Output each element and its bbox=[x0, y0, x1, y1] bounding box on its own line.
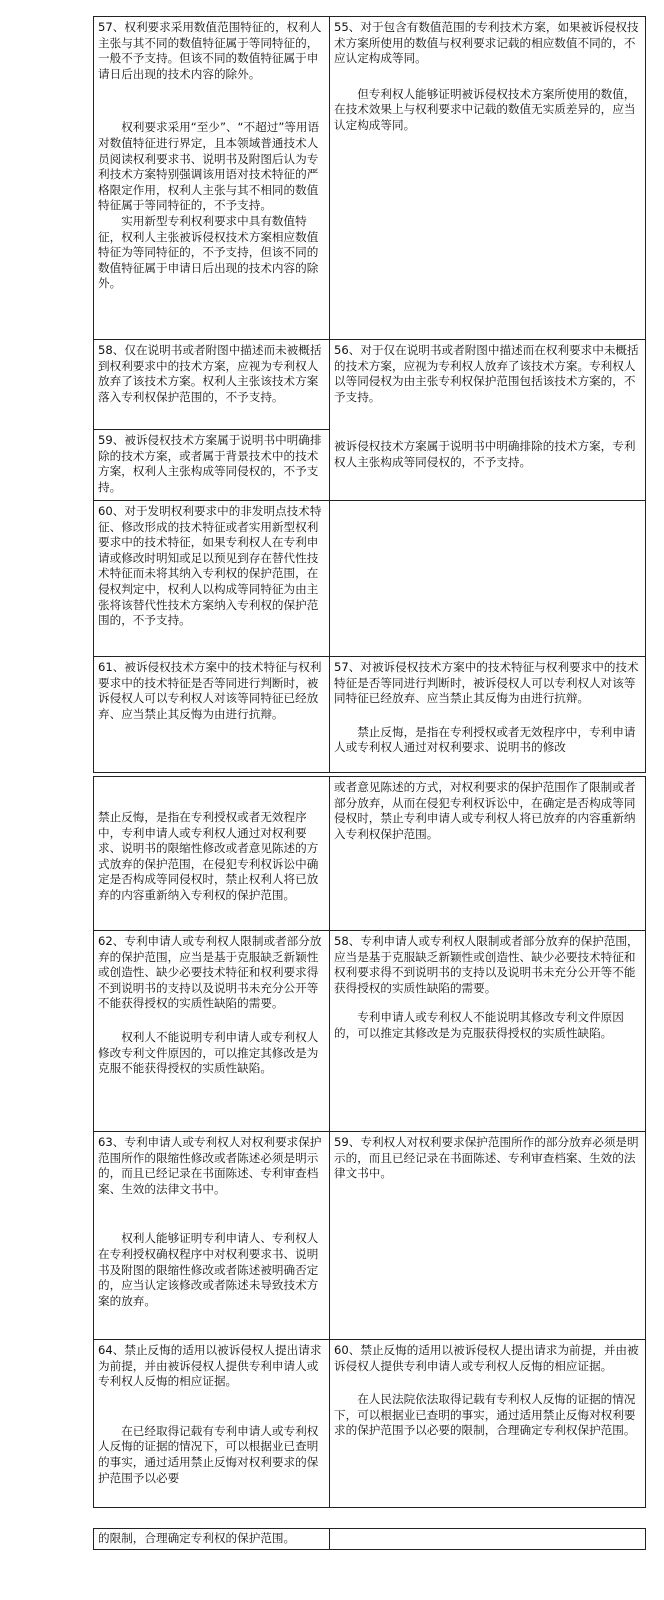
table-cell-left: 64、禁止反悔的适用以被诉侵权人提出请求为前提，并由被诉侵权人提供专利申请人或专利权人反悔的相应证据。 在已经取得记载有专利申请人或专利权人反悔的证据的情况下，可以根据业已查明的事实，通过适用禁止反悔对权利要求的保护范围予以必要 bbox=[94, 1340, 330, 1508]
table-row bbox=[94, 1529, 646, 1550]
table-cell-left: 61、被诉侵权技术方案中的技术特征与权利要求中的技术特征是否等同进行判断时，被诉侵权人可以专利权人对该等同特征已经放弃、应当禁止其反悔为由进行抗辩。 bbox=[94, 657, 330, 773]
table-cell-left: 62、专利申请人或专利权人限制或者部分放弃的保护范围，应当是基于克服缺乏新颖性或创造性、缺少必要技术特征和权利要求得不到说明书的支持以及说明书未充分公开等不能获得授权的实质性缺陷的需要。 权利人不能说明专利申请人或专利权人修改专利文件原因的，可以推定其修改是为克服不能获得授权的实质性缺陷。 bbox=[94, 931, 330, 1132]
table-row bbox=[94, 777, 646, 931]
table-cell-left: 的限制，合理确定专利权的保护范围。 bbox=[94, 1529, 330, 1550]
table-cell-right bbox=[330, 501, 646, 657]
table-cell-right bbox=[330, 1529, 646, 1550]
table-cell-left: 60、对于发明权利要求中的非发明点技术特征、修改形成的技术特征或者实用新型权利要求中的技术特征，如果专利权人在专利申请或修改时明知或足以预见到存在替代性技术特征而未将其纳入专利权的保护范围，在侵权判定中，权利人以构成等同特征为由主张将该替代性技术方案纳入专利权的保护范围的，不予支持。 bbox=[94, 501, 330, 657]
table-row bbox=[94, 340, 646, 501]
table-row bbox=[94, 657, 646, 773]
table-row bbox=[94, 1132, 646, 1340]
table-cell-left bbox=[94, 340, 330, 501]
comparison-table-1 bbox=[93, 16, 646, 773]
table-cell-right: 56、对于仅在说明书或者附图中描述而在权利要求中未概括的技术方案，应视为专利权人放弃了该技术方案。专利权人以等同侵权为由主张专利权保护范围包括该技术方案的，不予支持。 被诉侵权技术方案属于说明书中明确排除的技术方案，专利权人主张构成等同侵权的，不予支持。 bbox=[330, 340, 646, 501]
table-row bbox=[94, 501, 646, 657]
table-cell-right: 57、对被诉侵权技术方案中的技术特征与权利要求中的技术特征是否等同进行判断时，被诉侵权人可以专利权人对该等同特征已经放弃、应当禁止其反悔为由进行抗辩。 禁止反悔，是指在专利授权或者无效程序中，专利申请人或专利权人通过对权利要求、说明书的修改 bbox=[330, 657, 646, 773]
table-cell-right: 60、禁止反悔的适用以被诉侵权人提出请求为前提，并由被诉侵权人提供专利申请人或专利权人反悔的相应证据。 在人民法院依法取得记载有专利权人反悔的证据的情况下，可以根据业已查明的事实，通过适用禁止反悔对权利要求的保护范围予以必要的限制，合理确定专利权保护范围。 bbox=[330, 1340, 646, 1508]
comparison-table-3 bbox=[93, 1528, 646, 1550]
table-row bbox=[94, 1340, 646, 1508]
comparison-table-2 bbox=[93, 776, 646, 1508]
table-cell-right: 58、专利申请人或专利权人限制或者部分放弃的保护范围，应当是基于克服缺乏新颖性或创造性、缺少必要技术特征和权利要求得不到说明书的支持以及说明书未充分公开等不能获得授权的实质性缺陷的需要。 专利申请人或专利权人不能说明其修改专利文件原因的，可以推定其修改是为克服获得授权的实质性缺陷。 bbox=[330, 931, 646, 1132]
table-row bbox=[94, 17, 646, 340]
table-cell-right: 59、专利权人对权利要求保护范围所作的部分放弃必须是明示的，而且已经记录在书面陈述、专利审查档案、生效的法律文书中。 bbox=[330, 1132, 646, 1340]
table-subcell: 59、被诉侵权技术方案属于说明书中明确排除的技术方案，或者属于背景技术中的技术方案，权利人主张构成等同侵权的，不予支持。 bbox=[98, 433, 322, 494]
table-row bbox=[94, 931, 646, 1132]
table-cell-right: 或者意见陈述的方式，对权利要求的保护范围作了限制或者部分放弃，从而在侵犯专利权诉讼中，在确定是否构成等同侵权时，禁止专利申请人或专利权人将已放弃的内容重新纳入专利权保护范围。 bbox=[330, 777, 646, 931]
table-subcell: 58、仅在说明书或者附图中描述而未被概括到权利要求中的技术方案，应视为专利权人放弃了该技术方案。权利人主张该技术方案落入专利权保护范围的，不予支持。 bbox=[94, 340, 329, 430]
table-cell-left: 禁止反悔，是指在专利授权或者无效程序中，专利申请人或专利权人通过对权利要求、说明书的限缩性修改或者意见陈述的方式放弃的保护范围，在侵犯专利权诉讼中确定是否构成等同侵权时，禁止权利人将已放弃的内容重新纳入专利权的保护范围。 bbox=[94, 777, 330, 931]
table-cell-left: 57、权利要求采用数值范围特征的，权利人主张与其不同的数值特征属于等同特征的，一般不予支持。但该不同的数值特征属于申请日后出现的技术内容的除外。 权利要求采用“至少”、“不超过”等用语对数值特征进行界定，且本领域普通技术人员阅读权利要求书、说明书及附图后认为专利技术方案特别强调该用语对技术特征的严格限定作用，权利人主张与其不相同的数值特征属于等同特征的，不予支持。 实用新型专利权利要求中具有数值特征，权利人主张被诉侵权技术方案相应数值特征为等同特征的，不予支持，但该不同的数值特征属于申请日后出现的技术内容的除外。 bbox=[94, 17, 330, 340]
table-cell-right: 55、对于包含有数值范围的专利技术方案，如果被诉侵权技术方案所使用的数值与权利要求记载的相应数值不同的，不应认定构成等同。 但专利权人能够证明被诉侵权技术方案所使用的数值，在技术效果上与权利要求中记载的数值无实质差异的，应当认定构成等同。 bbox=[330, 17, 646, 340]
table-cell-left: 63、专利申请人或专利权人对权利要求保护范围所作的限缩性修改或者陈述必须是明示的，而且已经记录在书面陈述、专利审查档案、生效的法律文书中。 权利人能够证明专利申请人、专利权人在专利授权确权程序中对权利要求书、说明书及附图的限缩性修改或者陈述被明确否定的，应当认定该修改或者陈述未导致技术方案的放弃。 bbox=[94, 1132, 330, 1340]
